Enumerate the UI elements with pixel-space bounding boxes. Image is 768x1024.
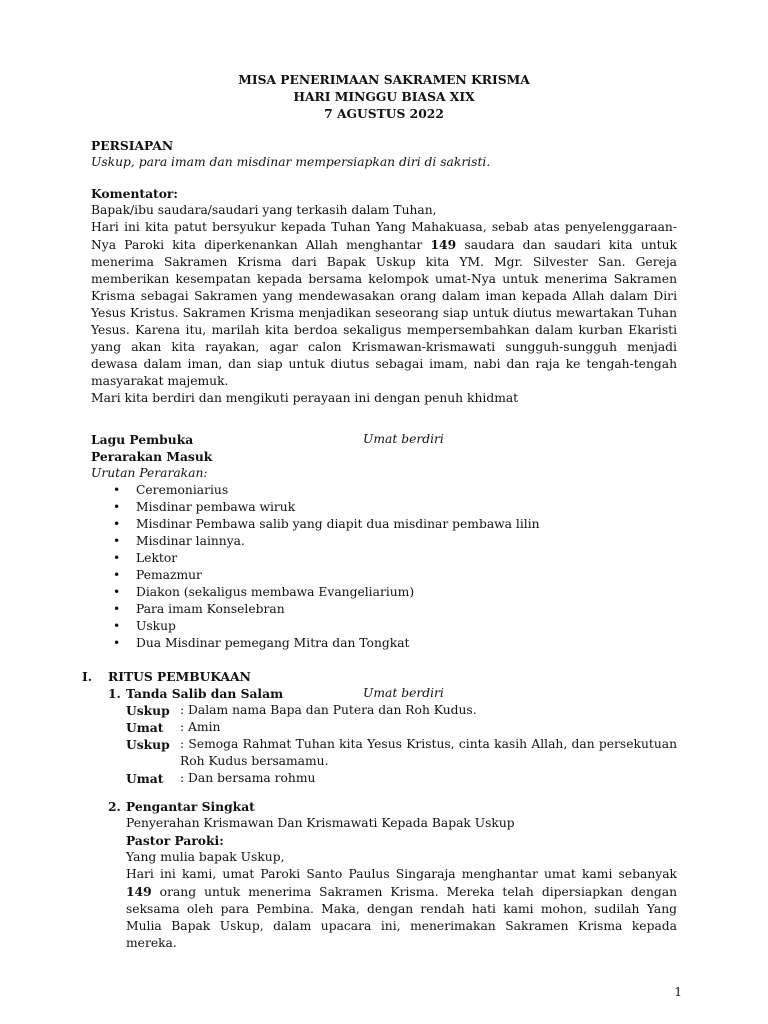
- list-item: • Pemazmur: [113, 568, 202, 582]
- lagu-pembuka-label: Lagu Pembuka: [91, 432, 194, 447]
- list-item: • Para imam Konselebran: [113, 602, 285, 616]
- sec2-number: 2.: [108, 799, 121, 814]
- sec2-para-after: orang untuk menerima Sakramen Krisma. Mereka telah dipersiapkan dengan seksama oleh para Pembina. Maka, dengan rendah hati kami mohon, sudilah Yang Mulia Bapak Uskup, dalam upacara ini, menerimakan Sakramen Krisma kepada mereka.: [126, 885, 677, 950]
- sec2-line1: Penyerahan Krismawan Dan Krismawati Kepada Bapak Uskup: [126, 816, 515, 830]
- page-number: 1: [674, 985, 682, 999]
- list-item: • Misdinar pembawa wiruk: [113, 500, 296, 514]
- dialog-line: [126, 770, 677, 787]
- bullet-icon: •: [113, 483, 121, 497]
- komentator-paragraph: [91, 219, 677, 390]
- persiapan-text: Uskup, para imam dan misdinar mempersiapkan diri di sakristi.: [91, 155, 491, 169]
- komentator-para-before: Hari ini kita patut bersyukur kepada Tuhan Yang Mahakuasa, sebab atas penyelenggaraan-Nya Paroki kita diperkenankan Allah menghantar: [91, 220, 677, 252]
- perarakan-list: [91, 482, 677, 652]
- sec2-paragraph: [126, 866, 677, 952]
- lagu-pembuka-note: Umat berdiri: [363, 432, 444, 446]
- sec1-note: Umat berdiri: [363, 686, 444, 700]
- list-item: • Uskup: [113, 619, 176, 633]
- perarakan-subtitle: Urutan Perarakan:: [91, 466, 208, 480]
- lagu-pembuka-row: [91, 431, 677, 448]
- dialog-speaker: Umat: [126, 771, 164, 786]
- bullet-icon: •: [113, 534, 121, 548]
- komentator-count: 149: [430, 237, 457, 252]
- header-sunday: HARI MINGGU BIASA XIX: [293, 89, 475, 104]
- sec1-label: Tanda Salib dan Salam: [126, 686, 284, 701]
- bullet-icon: •: [113, 602, 121, 616]
- sec2-label: Pengantar Singkat: [126, 799, 255, 814]
- header-title: MISA PENERIMAAN SAKRAMEN KRISMA: [238, 72, 530, 87]
- sec2-section: [126, 798, 677, 952]
- list-item: • Diakon (sekaligus membawa Evangeliarium): [113, 585, 415, 599]
- document-header: [0, 71, 768, 122]
- list-item: • Misdinar lainnya.: [113, 534, 245, 548]
- perarakan-title: Perarakan Masuk: [91, 449, 213, 464]
- komentator-greeting: Bapak/ibu saudara/saudari yang terkasih dalam Tuhan,: [91, 203, 437, 217]
- persiapan-title: PERSIAPAN: [91, 138, 174, 153]
- dialog-speaker: Umat: [126, 720, 164, 735]
- bullet-icon: •: [113, 517, 121, 531]
- dialog-text: : Amin: [180, 720, 221, 734]
- dialog-line: [126, 719, 677, 736]
- bullet-icon: •: [113, 585, 121, 599]
- persiapan-section: [91, 137, 677, 171]
- perarakan-section: [91, 431, 677, 652]
- list-item: • Ceremoniarius: [113, 483, 229, 497]
- bullet-icon: •: [113, 636, 121, 650]
- sec1-number: 1.: [108, 686, 121, 701]
- dialog-speaker: Uskup: [126, 737, 170, 752]
- komentator-closing: Mari kita berdiri dan mengikuti perayaan ini dengan penuh khidmat: [91, 391, 519, 405]
- sec2-greeting: Yang mulia bapak Uskup,: [126, 850, 285, 864]
- list-item: • Dua Misdinar pemegang Mitra dan Tongkat: [113, 636, 410, 650]
- komentator-para-after: saudara dan saudari kita untuk menerima Sakramen Krisma dari Bapak Uskup kita YM. Mgr. Silvester San. Gereja memberikan kesempatan kepada bersama kelompok umat-Nya untuk menerima Sakramen Krisma sebagai Sakramen yang mendewasakan orang dalam iman kepada Allah dalam Diri Yesus Kristus. Sakramen Krisma menjadikan seseorang siap untuk diutus mewartakan Tuhan Yesus. Karena itu, marilah kita berdoa sekaligus mempersembahkan dalam kurban Ekaristi yang akan kita rayakan, agar calon Krismawan-krismawati sungguh-sungguh menjadi dewasa dalam iman, dan siap untuk diutus sebagai imam, nabi dan raja ke tengah-tengah masyarakat majemuk.: [91, 238, 677, 388]
- list-item: • Misdinar Pembawa salib yang diapit dua misdinar pembawa lilin: [113, 517, 540, 531]
- bullet-icon: •: [113, 619, 121, 633]
- bullet-icon: •: [113, 551, 121, 565]
- dialog-line: [126, 736, 677, 770]
- komentator-title: Komentator:: [91, 186, 178, 201]
- komentator-section: [91, 185, 677, 407]
- dialog-text: : Dan bersama rohmu: [180, 771, 316, 785]
- ritus-title: RITUS PEMBUKAAN: [108, 669, 251, 684]
- sec1-heading-row: [126, 685, 677, 702]
- dialog-speaker: Uskup: [126, 703, 170, 718]
- sec2-para-before: Hari ini kami, umat Paroki Santo Paulus Singaraja menghantar umat kami sebanyak: [126, 867, 677, 881]
- bullet-icon: •: [113, 568, 121, 582]
- header-date: 7 AGUSTUS 2022: [324, 106, 444, 121]
- sec1-section: [126, 685, 677, 787]
- dialog-text: : Dalam nama Bapa dan Putera dan Roh Kudus.: [180, 703, 477, 717]
- list-item: • Lektor: [113, 551, 178, 565]
- ritus-numeral: I.: [82, 669, 93, 684]
- dialog-text: : Semoga Rahmat Tuhan kita Yesus Kristus, cinta kasih Allah, dan persekutuan Roh Kudus bersamamu.: [180, 737, 677, 768]
- dialog-line: [126, 702, 677, 719]
- sec2-count: 149: [126, 884, 152, 899]
- sec2-pastor: Pastor Paroki:: [126, 833, 224, 848]
- bullet-icon: •: [113, 500, 121, 514]
